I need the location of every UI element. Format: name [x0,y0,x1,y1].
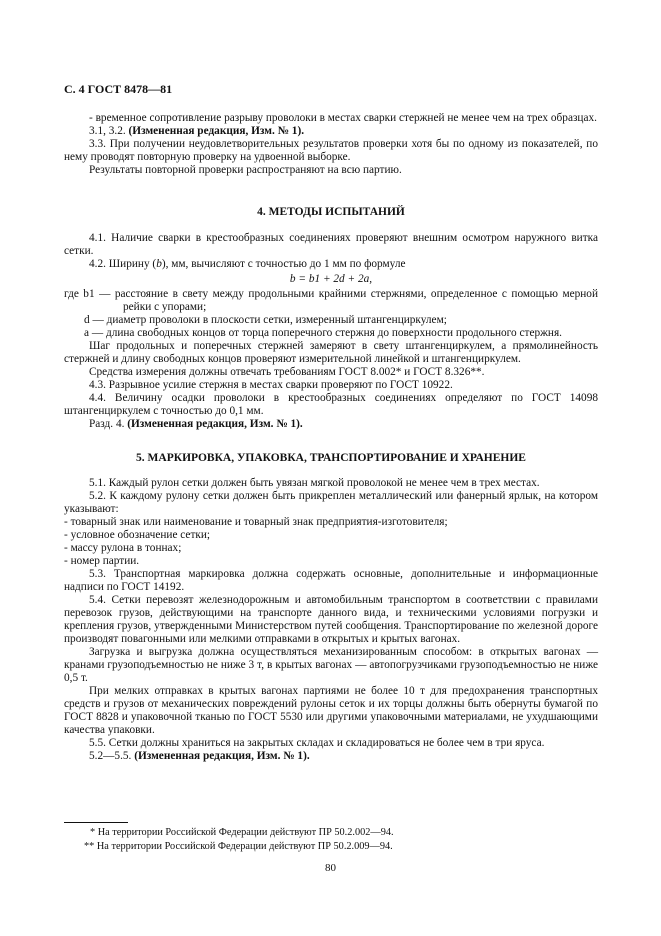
paragraph: 5.2. К каждому рулону сетки должен быть прикреплен металлический или фанерный ярлык, на котором указывают: [64,490,598,515]
definition-b1: где b1 — расстояние в свету между продольными крайними стержнями, определенное с помощью мерной рейки с упорами; [64,288,599,313]
section-5-body [64,477,598,763]
amendment-bold: (Измененная редакция, Изм. № 1). [134,750,310,762]
paragraph: 4.1. Наличие сварки в крестообразных соединениях проверяют внешним осмотром наружного витка сетки. [64,232,598,257]
paragraph: Загрузка и выгрузка должна осуществляться механизированным способом: в открытых вагонах — кранами грузоподъемностью не ниже 3 т, в крытых вагонах — автопогрузчиками грузоподъемностью не ниже 0,5 т. [64,646,598,684]
amendment-bold: (Измененная редакция, Изм. № 1). [127,418,303,430]
amendment-note: 5.2—5.5. (Измененная редакция, Изм. № 1). [89,750,310,762]
list-item: - условное обозначение сетки; [64,529,211,541]
section-heading: 4. МЕТОДЫ ИСПЫТАНИЙ [257,206,405,218]
paragraph: Результаты повторной проверки распространяют на всю партию. [89,164,402,176]
running-header: С. 4 ГОСТ 8478—81 [64,82,173,96]
amendment-bold: (Измененная редакция, Изм. № 1). [128,125,305,137]
footnote: ** На территории Российской Федерации действуют ПР 50.2.009—94. [84,841,393,852]
paragraph: 4.2. Ширину (b), мм, вычисляют с точностью до 1 мм по формуле [89,258,406,270]
footnote-divider [64,822,128,823]
width-formula: b = b1 + 2d + 2a, [289,273,373,285]
paragraph: 5.4. Сетки перевозят железнодорожным и автомобильным транспортом в соответствии с правилами перевозок грузов, действующими на транспорте данного вида, и техническими условиями погрузки и крепления грузов, утвержденными Министерством путей сообщения. Транспортирование по железной дороге производят повагонными или мелкими отправками в открытых и крытых вагонах. [64,594,598,645]
list-item: - товарный знак или наименование и товарный знак предприятия-изготовителя; [64,516,448,528]
paragraph: - временное сопротивление разрыву проволоки в местах сварки стержней не менее чем на трех образцах. [89,112,597,124]
list-item: - номер партии. [64,555,140,567]
footnote: * На территории Российской Федерации действуют ПР 50.2.002—94. [90,827,394,838]
paragraph: 3.3. При получении неудовлетворительных результатов проверки хотя бы по одному из показателей, по нему проводят повторную проверку на удвоенной выборке. [64,138,598,163]
amendment-note: 3.1, 3.2. (Измененная редакция, Изм. № 1). [89,125,305,137]
paragraph: 5.3. Транспортная маркировка должна содержать основные, дополнительные и информационные надписи по ГОСТ 14192. [64,568,598,593]
paragraph: 4.3. Разрывное усилие стержня в местах сварки проверяют по ГОСТ 10922. [89,379,453,391]
paragraph: Средства измерения должны отвечать требованиям ГОСТ 8.002* и ГОСТ 8.326**. [89,366,485,378]
page-number: 80 [325,862,336,874]
section-heading: 5. МАРКИРОВКА, УПАКОВКА, ТРАНСПОРТИРОВАНИЕ И ХРАНЕНИЕ [136,452,526,464]
section-3-continuation [64,112,598,177]
list-item: - массу рулона в тоннах; [64,542,182,554]
definition-d: d — диаметр проволоки в плоскости сетки, измеренный штангенциркулем; [84,314,447,326]
amendment-note: Разд. 4. (Измененная редакция, Изм. № 1). [89,418,303,430]
paragraph: 5.5. Сетки должны храниться на закрытых складах и складироваться не более чем в три яруса. [89,737,545,749]
paragraph: 4.4. Величину осадки проволоки в крестообразных соединениях определяют по ГОСТ 14098 штангенциркулем с точностью до 0,1 мм. [64,392,598,417]
paragraph: Шаг продольных и поперечных стержней замеряют в свету штангенциркулем, а прямолинейность стержней и длину свободных концов проверяют измерительной линейкой и штангенциркулем. [64,340,598,365]
section-4-body [64,232,598,431]
paragraph: 5.1. Каждый рулон сетки должен быть увязан мягкой проволокой не менее чем в трех местах. [89,477,540,489]
definition-a: a — длина свободных концов от торца поперечного стержня до поверхности продольного стержня. [84,327,562,339]
paragraph: При мелких отправках в крытых вагонах партиями не более 10 т для предохранения транспортных средств и грузов от механических повреждений рулоны сеток и их торцы должны быть обернуты бумагой по ГОСТ 8828 и упаковочной тканью по ГОСТ 5530 или другими упаковочными материалами, не ухудшающими качества упаковки. [64,685,598,736]
